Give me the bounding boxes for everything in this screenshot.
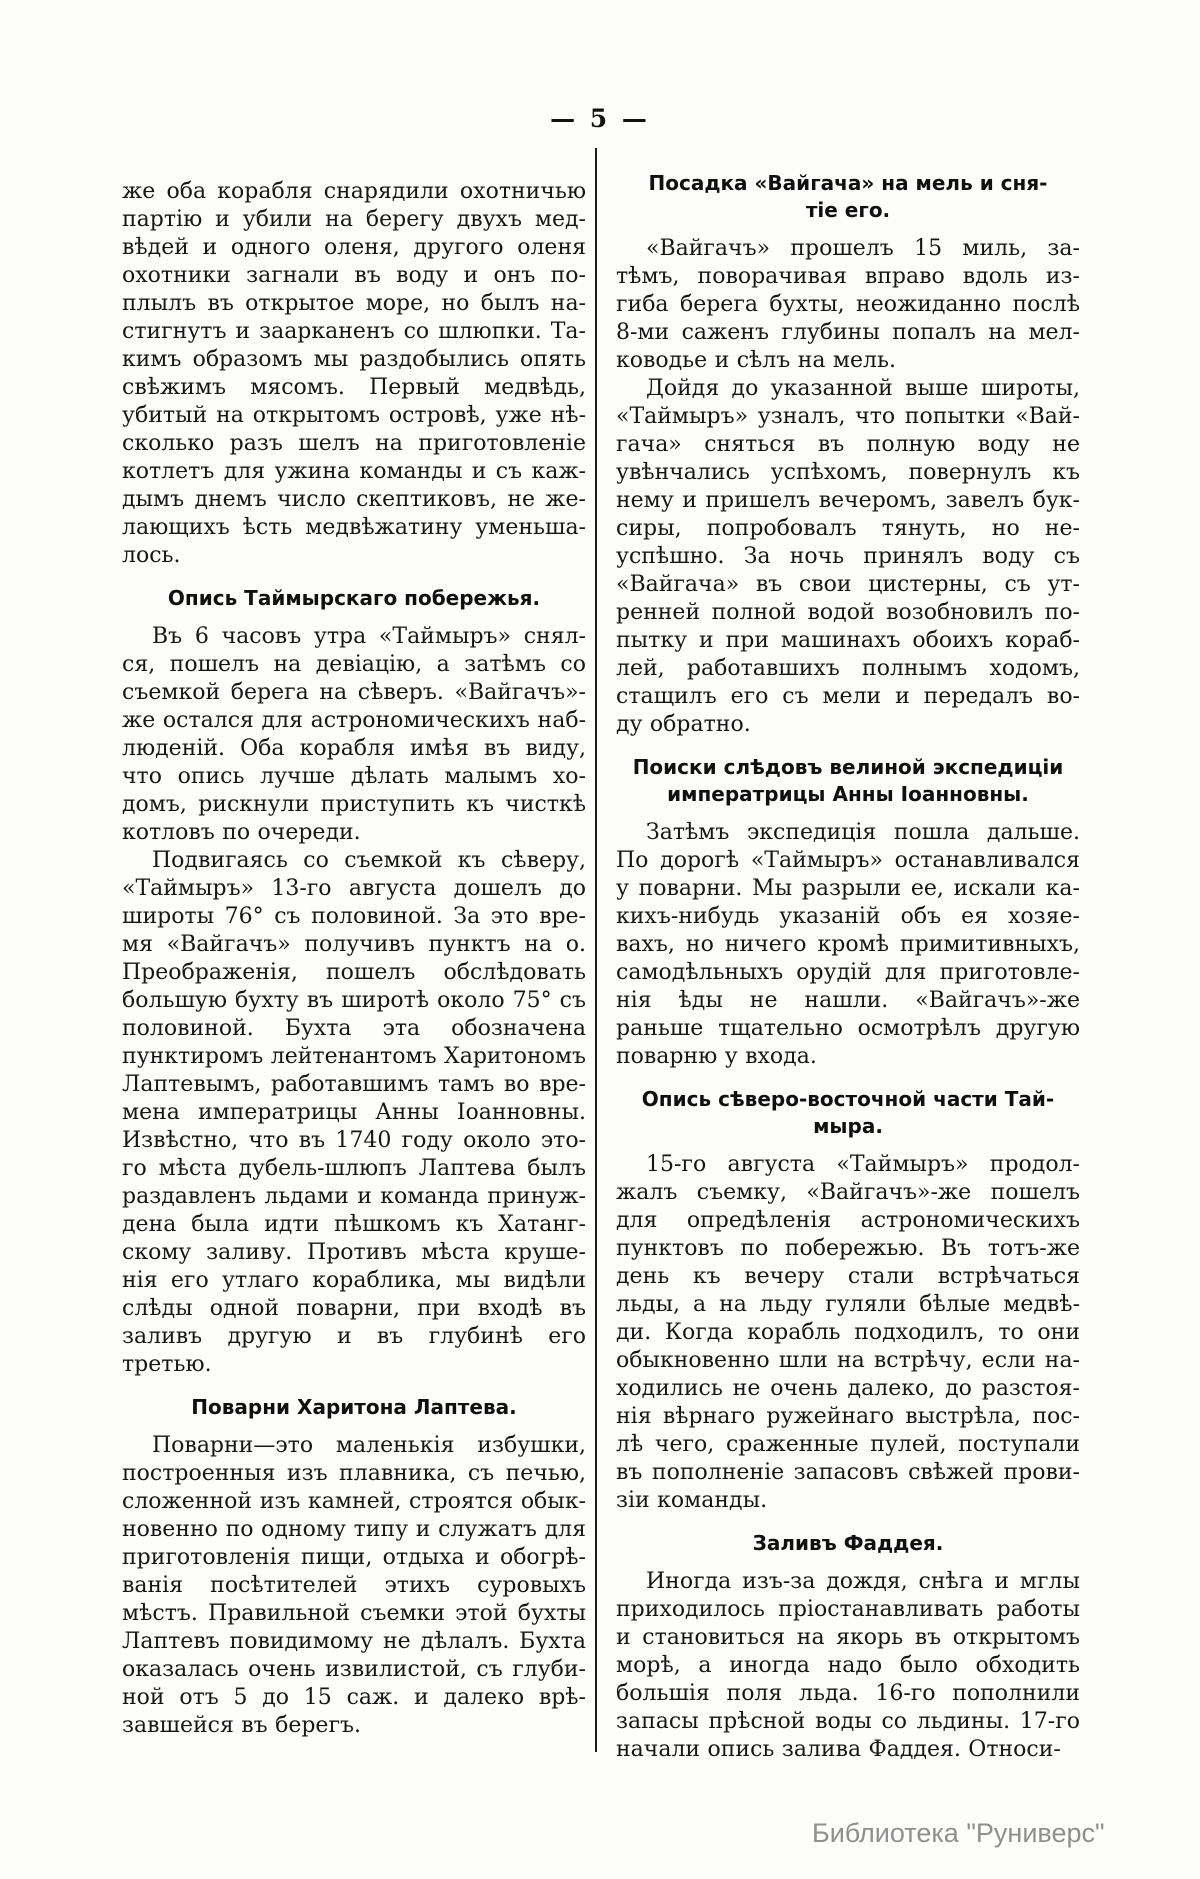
heading-opis-taimyr-coast: Опись Таймырскаго побережья. xyxy=(167,586,541,610)
left-column xyxy=(122,178,586,1740)
paragraph-povarni-description: Поварни—это маленькія избушки, построенныя изъ плавника, съ печью, сложенной изъ камней, строятся обык- новенно по одному типу и служатъ для приготовленія пищи, отдыха и обогрѣ- ванія посѣтителей этихъ суровыхъ мѣстъ. Правильной съемки этой бухты Лаптевъ повидимому не дѣлалъ. Бухта оказалась очень извилистой, съ глуби- ной отъ 5 до 15 саж. и далеко врѣ- завшейся въ берегъ. xyxy=(122,1433,586,1738)
paragraph-continuation-hunting: же оба корабля снарядили охотничью партію и убили на берегу двухъ мед- вѣдей и одного оленя, другого оленя охотники загнали въ воду и онъ по- плылъ въ открытое море, но былъ на- стигнутъ и заарканенъ со шлюпки. Та- кимъ образомъ мы раздобылись опять свѣжимъ мясомъ. Первый медвѣдь, убитый на открытомъ островѣ, уже нѣ- сколько разъ шелъ на приготовленіе котлетъ для ужина команды и съ каж- дымъ днемъ число скептиковъ, не же- лающихъ ѣсть медвѣжатину уменьша- лось. xyxy=(122,179,586,568)
paragraph-survey-north: Подвигаясь со съемкой къ сѣверу, «Таймыръ» 13-го августа дошелъ до широты 76° съ половиной. За это вре- мя «Вайгачъ» получивъ пунктъ на о. Преображенія, пошелъ обслѣдовать большую бухту въ широтѣ около 75° съ половиной. Бухта эта обозначена пунктиромъ лейтенантомъ Харитономъ Лаптевымъ, работавшимъ тамъ во вре- мена императрицы Анны Іоанновны. Извѣстно, что въ 1740 году около это- го мѣста дубель-шлюпъ Лаптева былъ раздавленъ льдами и команда принуж- дена была идти пѣшкомъ къ Хатанг- скому заливу. Противъ мѣста круше- нія его утлаго кораблика, мы видѣли слѣды одной поварни, при входѣ въ заливъ другую и въ глубинѣ его третью. xyxy=(122,848,586,1377)
heading-opis-ne-taimyr: Опись сѣверо-восточной части Тай- мыра. xyxy=(641,1087,1055,1138)
page-number: — 5 — xyxy=(550,104,650,133)
paragraph-survey-ice-bears: 15-го августа «Таймыръ» продол- жалъ съемку, «Вайгачъ»-же пошелъ для опредѣленія астрономическихъ пунктовъ по побережью. Въ тотъ-же день къ вечеру стали встрѣчаться льды, а на льду гуляли бѣлые медвѣ- ди. Когда корабль подходилъ, то они обыкновенно шли на встрѣчу, если на- ходились не очень далеко, до разстоя- нія вѣрнаго ружейнаго выстрѣла, пос- лѣ чего, сраженные пулей, поступали въ пополненіе запасовъ свѣжей прови- зіи команды. xyxy=(616,1152,1080,1513)
heading-poiski-sledov: Поиски слѣдовъ велиной экспедиціи императрицы Анны Іоанновны. xyxy=(632,755,1064,806)
column-divider-rule xyxy=(595,148,597,1752)
paragraph-taimyr-rescue: Дойдя до указанной выше широты, «Таймыръ» узналъ, что попытки «Вай- гача» сняться въ полную воду не увѣнчались успѣхомъ, повернулъ къ нему и пришелъ вечеромъ, завелъ бук- сиры, попробовалъ тянуть, но не- успѣшно. За ночь принялъ воду съ «Вайгача» въ свои цистерны, съ ут- ренней полной водой возобновилъ по- пытку и при машинахъ обоихъ кораб- лей, работавшихъ полнымъ ходомъ, стащилъ его съ мели и передалъ во- ду обратно. xyxy=(616,376,1080,737)
paragraph-taimyr-departure: Въ 6 часовъ утра «Таймыръ» снял- ся, пошелъ на девіацію, а затѣмъ со съемкой берега на сѣверъ. «Вайгачъ»- же остался для астрономическихъ наб- люденій. Оба корабля имѣя въ виду, что опись лучше дѣлать малымъ хо- домъ, рискнули приступить къ чисткѣ котловъ по очереди. xyxy=(122,624,586,845)
heading-posadka-vaigacha: Посадка «Вайгача» на мель и сня- тіе его. xyxy=(648,171,1048,222)
paragraph-expedition-traces: Затѣмъ экспедиція пошла дальше. По дорогѣ «Таймыръ» останавливался у поварни. Мы разрыли ее, искали ка- кихъ-нибудь указаній объ ея хозяе- вахъ, но ничего кромѣ примитивныхъ, самодѣльныхъ орудій для приготовле- нія ѣды не нашли. «Вайгачъ»-же раньше тщательно осмотрѣлъ другую поварню у входа. xyxy=(616,820,1080,1069)
paragraph-vaigach-aground: «Вайгачъ» прошелъ 15 миль, за- тѣмъ, поворачивая вправо вдоль из- гиба берега бухты, неожиданно послѣ 8-ми саженъ глубины попалъ на мел- ководье и сѣлъ на мель. xyxy=(616,236,1080,373)
paragraph-faddey-bay: Иногда изъ-за дождя, снѣга и мглы приходилось пріостанавливать работы и становиться на якорь въ открытомъ морѣ, а иногда надо было обходить большія поля льда. 16-го пополнили запасы прѣсной воды со льдины. 17-го начали опись залива Фаддея. Относи- xyxy=(616,1569,1080,1762)
library-watermark: Библиотека "Руниверс" xyxy=(812,1818,1105,1848)
heading-povarni-lapteva: Поварни Харитона Лаптева. xyxy=(191,1395,517,1419)
heading-zaliv-faddeya: Заливъ Фаддея. xyxy=(752,1531,944,1555)
right-column xyxy=(616,170,1080,1764)
